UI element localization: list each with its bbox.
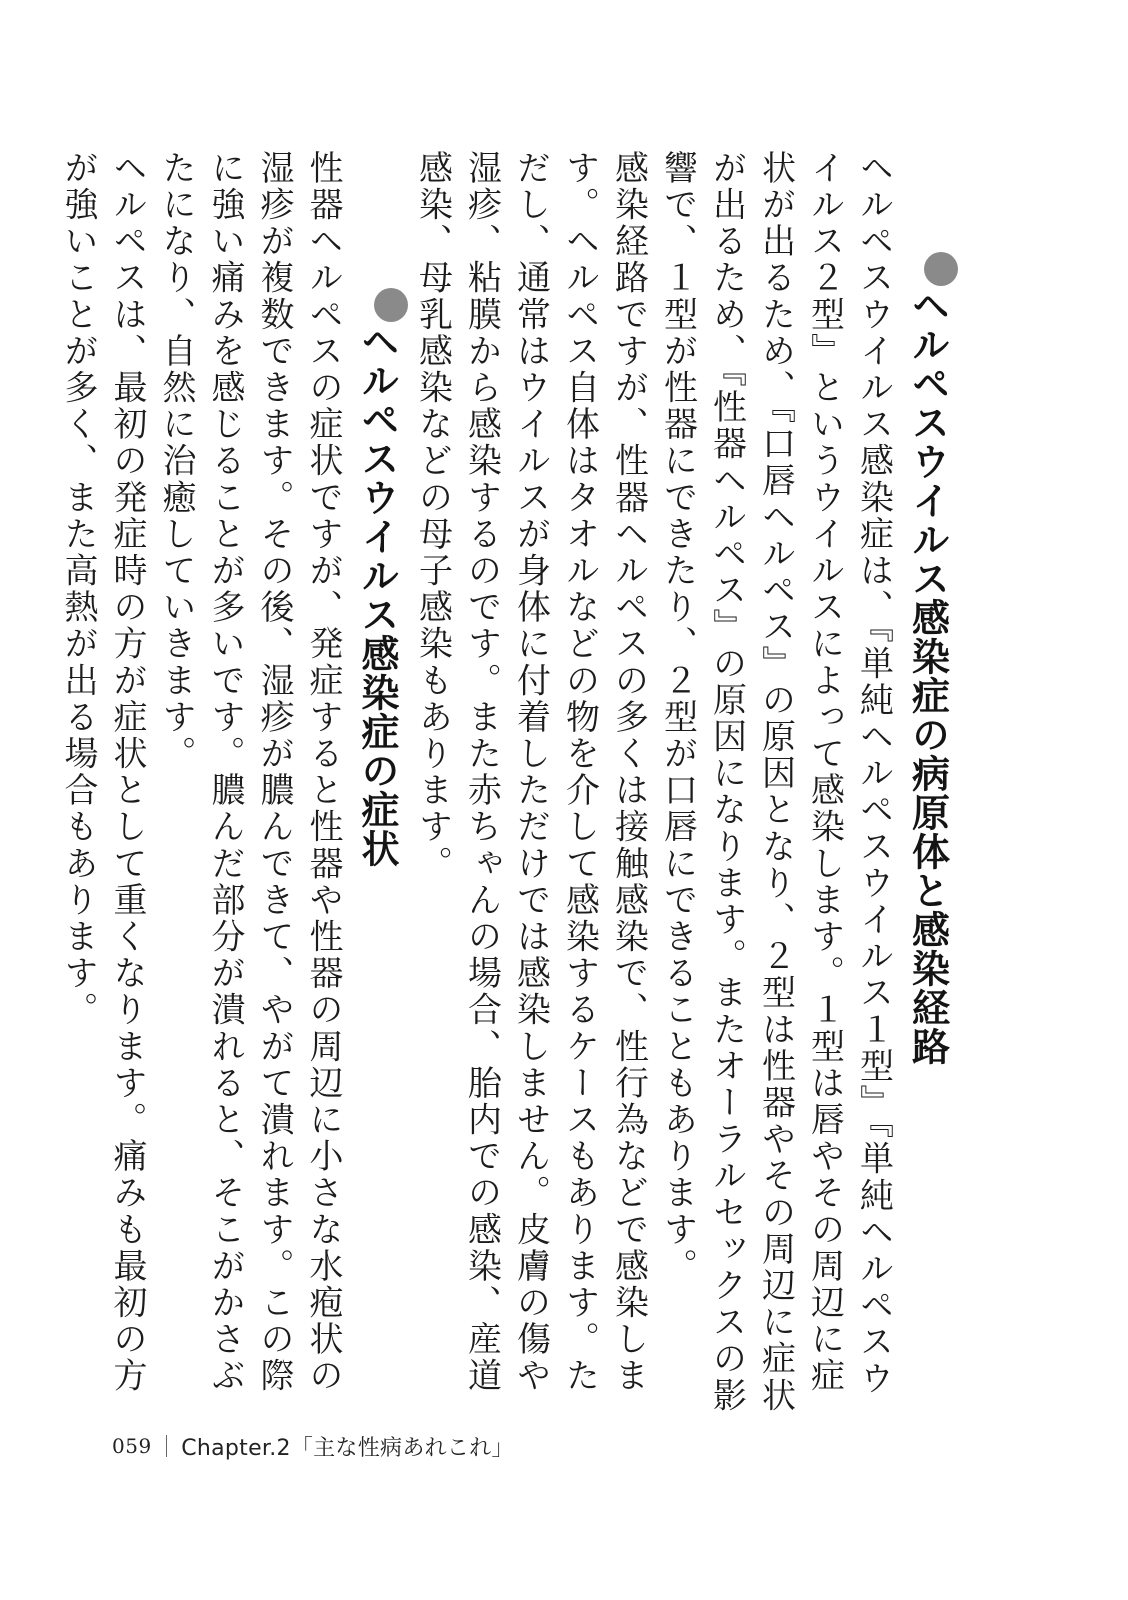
section-heading-symptoms [347,186,408,1412]
paragraph-pathogen: ヘルペスウイルス感染症は、『単純ヘルペスウイルス１型』『単純ヘルペスウイルス２型』というウイルスによって感染します。１型は唇やその周辺に症状が出るため、『口唇ヘルペス』の原因となり、２型は性器やその周辺に症状が出るため、『性器ヘルペス』の原因になります。またオーラルセックスの影響で、１型が性器にできたり、２型が口唇にできることもあります。 [657,150,894,1414]
heading-bullet-icon [924,252,958,286]
paragraph-severity: ヘルペスは、最初の発症時の方が症状として重くなります。痛みも最初の方が強いことが多く、また高熱が出る場合もあります。 [58,150,147,1395]
heading-bullet-icon [374,288,408,322]
footer-divider [166,1435,168,1457]
section-heading-text: ヘルペスウイルス感染症の症状 [355,322,399,868]
vertical-text-body [53,150,958,1420]
page-number: 059 [112,1434,152,1458]
page-footer [112,1426,514,1466]
section-heading-text: ヘルペスウイルス感染症の病原体と感染経路 [905,286,950,1066]
paragraph-symptoms: 性器ヘルペスの症状ですが、発症すると性器や性器の周辺に小さな水疱状の湿疹が複数できます。その後、湿疹が膿んできて、やがて潰れます。この際に強い痛みを感じることが多いです。膿んだ部分が潰れると、そこがかさぶたになり、自然に治癒していきます。 [156,150,343,1395]
section-heading-pathogen-route [898,150,959,1410]
paragraph-infection-route: 感染経路ですが、性器ヘルペスの多くは接触感染で、性行為などで感染します。ヘルペス自体はタオルなどの物を介して感染するケースもあります。ただし、通常はウイルスが身体に付着しただけでは感染しません。皮膚の傷や湿疹、粘膜から感染するのです。また赤ちゃんの場合、胎内での感染、産道感染、母乳感染などの母子感染もあります。 [412,150,649,1395]
chapter-title: Chapter.2「主な性病あれこれ」 [181,1435,514,1461]
